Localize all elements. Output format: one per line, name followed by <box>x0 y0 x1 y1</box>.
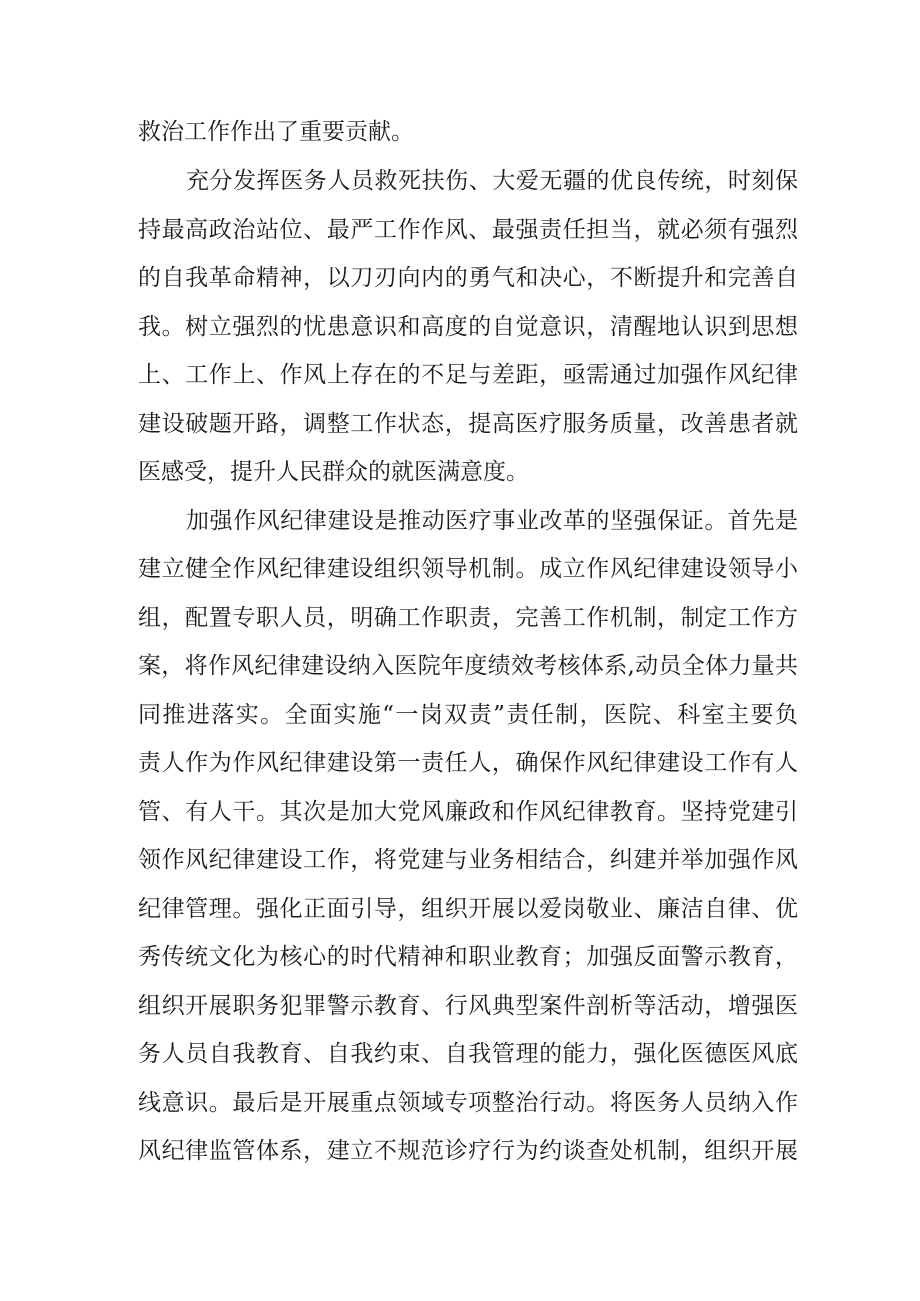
paragraph-2-line-5: 上、工作上、作风上存在的不足与差距，亟需通过加强作风纪律 <box>138 362 798 388</box>
paragraph-3-line-13: 线意识。最后是开展重点领域专项整治行动。将医务人员纳入作 <box>138 1090 798 1116</box>
paragraph-3-line-8: 领作风纪律建设工作，将党建与业务相结合，纠建并举加强作风 <box>138 847 798 873</box>
paragraph-3-line-2: 建立健全作风纪律建设组织领导机制。成立作风纪律建设领导小 <box>138 556 798 582</box>
paragraph-1-line-1: 救治工作作出了重要贡献。 <box>138 119 414 145</box>
paragraph-3-line-9: 纪律管理。强化正面引导，组织开展以爱岗敬业、廉洁自律、优 <box>138 896 798 922</box>
paragraph-3-line-14: 风纪律监管体系，建立不规范诊疗行为约谈查处机制，组织开展 <box>138 1138 798 1164</box>
paragraph-3-line-7: 管、有人干。其次是加大党风廉政和作风纪律教育。坚持党建引 <box>138 799 798 825</box>
paragraph-3-line-6: 责人作为作风纪律建设第一责任人，确保作风纪律建设工作有人 <box>138 750 798 776</box>
paragraph-2-line-6: 建设破题开路，调整工作状态，提高医疗服务质量，改善患者就 <box>138 411 798 437</box>
paragraph-3-line-5: 同推进落实。全面实施“一岗双责”责任制，医院、科室主要负 <box>138 702 798 728</box>
paragraph-3-line-4: 案，将作风纪律建设纳入医院年度绩效考核体系,动员全体力量共 <box>138 653 798 679</box>
paragraph-2-line-1: 充分发挥医务人员救死扶伤、大爱无疆的优良传统，时刻保 <box>186 168 798 194</box>
paragraph-3-line-1: 加强作风纪律建设是推动医疗事业改革的坚强保证。首先是 <box>186 508 798 534</box>
paragraph-3-line-10: 秀传统文化为核心的时代精神和职业教育；加强反面警示教育， <box>138 944 798 970</box>
paragraph-3-line-11: 组织开展职务犯罪警示教育、行风典型案件剖析等活动，增强医 <box>138 993 798 1019</box>
paragraph-3-line-3: 组，配置专职人员，明确工作职责，完善工作机制，制定工作方 <box>138 605 798 631</box>
paragraph-3-line-12: 务人员自我教育、自我约束、自我管理的能力，强化医德医风底 <box>138 1041 798 1067</box>
paragraph-2-line-2: 持最高政治站位、最严工作作风、最强责任担当，就必须有强烈 <box>138 217 798 243</box>
paragraph-2-line-4: 我。树立强烈的忧患意识和高度的自觉意识，清醒地认识到思想 <box>138 314 798 340</box>
paragraph-2-line-7: 医感受，提升人民群众的就医满意度。 <box>138 459 529 485</box>
paragraph-2-line-3: 的自我革命精神，以刀刃向内的勇气和决心，不断提升和完善自 <box>138 265 798 291</box>
